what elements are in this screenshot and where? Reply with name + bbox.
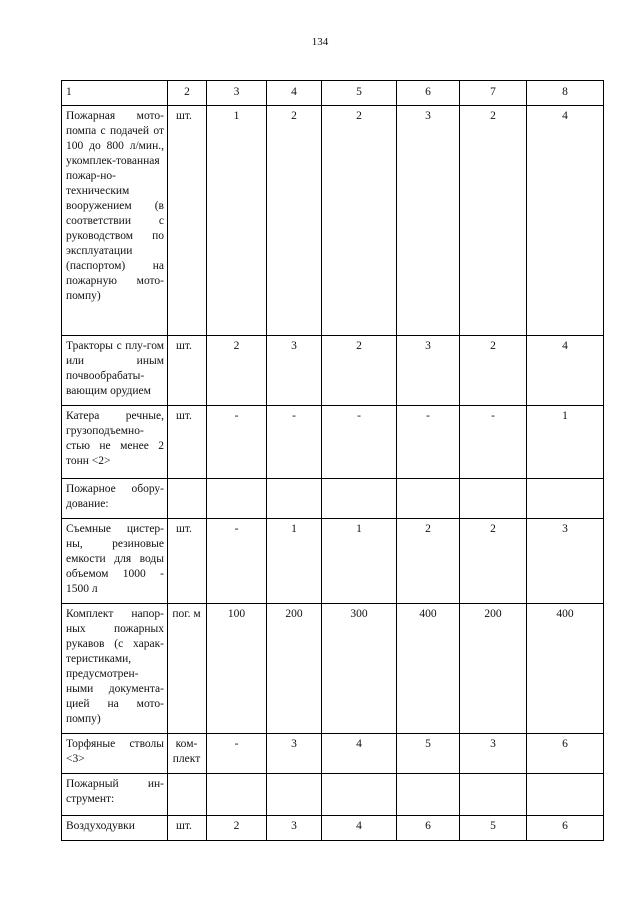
unit-cell: шт.	[168, 406, 207, 479]
value-cell: 3	[267, 734, 322, 774]
value-cell: -	[207, 734, 267, 774]
table-row	[62, 734, 604, 774]
value-cell: 4	[322, 816, 397, 841]
value-cell: -	[207, 406, 267, 479]
table-header-row	[62, 81, 604, 106]
value-cell: 1	[207, 106, 267, 336]
table-row	[62, 604, 604, 734]
unit-cell: пог. м	[168, 604, 207, 734]
table-row	[62, 406, 604, 479]
value-cell	[322, 774, 397, 816]
unit-cell: шт.	[168, 336, 207, 406]
value-cell: -	[460, 406, 527, 479]
value-cell: 6	[397, 816, 460, 841]
header-cell: 4	[267, 81, 322, 106]
value-cell: 3	[527, 519, 604, 604]
value-cell: 1	[322, 519, 397, 604]
value-cell: 2	[207, 816, 267, 841]
item-name-cell: Тракторы с плу-гом или иным почвообрабаты-вающим орудием	[62, 336, 168, 406]
value-cell: 6	[527, 734, 604, 774]
header-cell: 8	[527, 81, 604, 106]
unit-cell	[168, 479, 207, 519]
value-cell	[207, 774, 267, 816]
value-cell	[207, 479, 267, 519]
value-cell: -	[397, 406, 460, 479]
table-body	[62, 81, 604, 841]
value-cell: 3	[460, 734, 527, 774]
value-cell: 200	[460, 604, 527, 734]
value-cell: -	[267, 406, 322, 479]
value-cell	[527, 479, 604, 519]
value-cell	[267, 479, 322, 519]
header-cell: 7	[460, 81, 527, 106]
item-name-cell: Съемные цистер-ны, резиновые емкости для воды объемом 1000 - 1500 л	[62, 519, 168, 604]
unit-cell	[168, 774, 207, 816]
value-cell: 2	[207, 336, 267, 406]
header-cell: 3	[207, 81, 267, 106]
value-cell	[527, 774, 604, 816]
table-row	[62, 774, 604, 816]
value-cell	[460, 774, 527, 816]
header-cell: 1	[62, 81, 168, 106]
unit-cell: шт.	[168, 816, 207, 841]
value-cell	[397, 479, 460, 519]
value-cell: 4	[322, 734, 397, 774]
header-cell: 6	[397, 81, 460, 106]
item-name-cell: Пожарное обору-дование:	[62, 479, 168, 519]
value-cell: 3	[397, 106, 460, 336]
unit-cell: ком-плект	[168, 734, 207, 774]
value-cell	[322, 479, 397, 519]
value-cell: 2	[322, 106, 397, 336]
value-cell: -	[322, 406, 397, 479]
item-name-cell: Пожарный ин-струмент:	[62, 774, 168, 816]
item-name-cell: Комплект напор-ных пожарных рукавов (с харак-теристиками, предусмотрен-ными документа-цией на мото-помпу)	[62, 604, 168, 734]
value-cell: 300	[322, 604, 397, 734]
equipment-table	[61, 80, 604, 841]
value-cell: 3	[397, 336, 460, 406]
value-cell	[267, 774, 322, 816]
item-name-cell: Торфяные стволы <3>	[62, 734, 168, 774]
table-row	[62, 106, 604, 336]
value-cell: 400	[397, 604, 460, 734]
value-cell: 4	[527, 106, 604, 336]
value-cell: 100	[207, 604, 267, 734]
value-cell: 3	[267, 816, 322, 841]
header-cell: 2	[168, 81, 207, 106]
value-cell: 2	[460, 336, 527, 406]
value-cell: 2	[322, 336, 397, 406]
item-name-cell: Воздуходувки	[62, 816, 168, 841]
unit-cell: шт.	[168, 106, 207, 336]
value-cell: 2	[267, 106, 322, 336]
value-cell	[397, 774, 460, 816]
table-row	[62, 479, 604, 519]
value-cell: 4	[527, 336, 604, 406]
table-row	[62, 519, 604, 604]
value-cell: 2	[460, 519, 527, 604]
item-name-cell: Пожарная мото-помпа с подачей от 100 до 800 л/мин., укомплек-тованная пожар-но-техническим вооружением (в соответствии с руководством по эксплуатации (паспортом) на пожарную мото-помпу)	[62, 106, 168, 336]
table-row	[62, 336, 604, 406]
header-cell: 5	[322, 81, 397, 106]
unit-cell: шт.	[168, 519, 207, 604]
page-number: 134	[311, 36, 329, 48]
value-cell: 3	[267, 336, 322, 406]
value-cell: 2	[460, 106, 527, 336]
table-row	[62, 816, 604, 841]
value-cell: 1	[527, 406, 604, 479]
value-cell: 1	[267, 519, 322, 604]
value-cell	[460, 479, 527, 519]
value-cell: 6	[527, 816, 604, 841]
value-cell: 5	[460, 816, 527, 841]
item-name-cell: Катера речные, грузоподъемно-стью не менее 2 тонн <2>	[62, 406, 168, 479]
value-cell: 2	[397, 519, 460, 604]
value-cell: 200	[267, 604, 322, 734]
value-cell: 5	[397, 734, 460, 774]
value-cell: -	[207, 519, 267, 604]
value-cell: 400	[527, 604, 604, 734]
